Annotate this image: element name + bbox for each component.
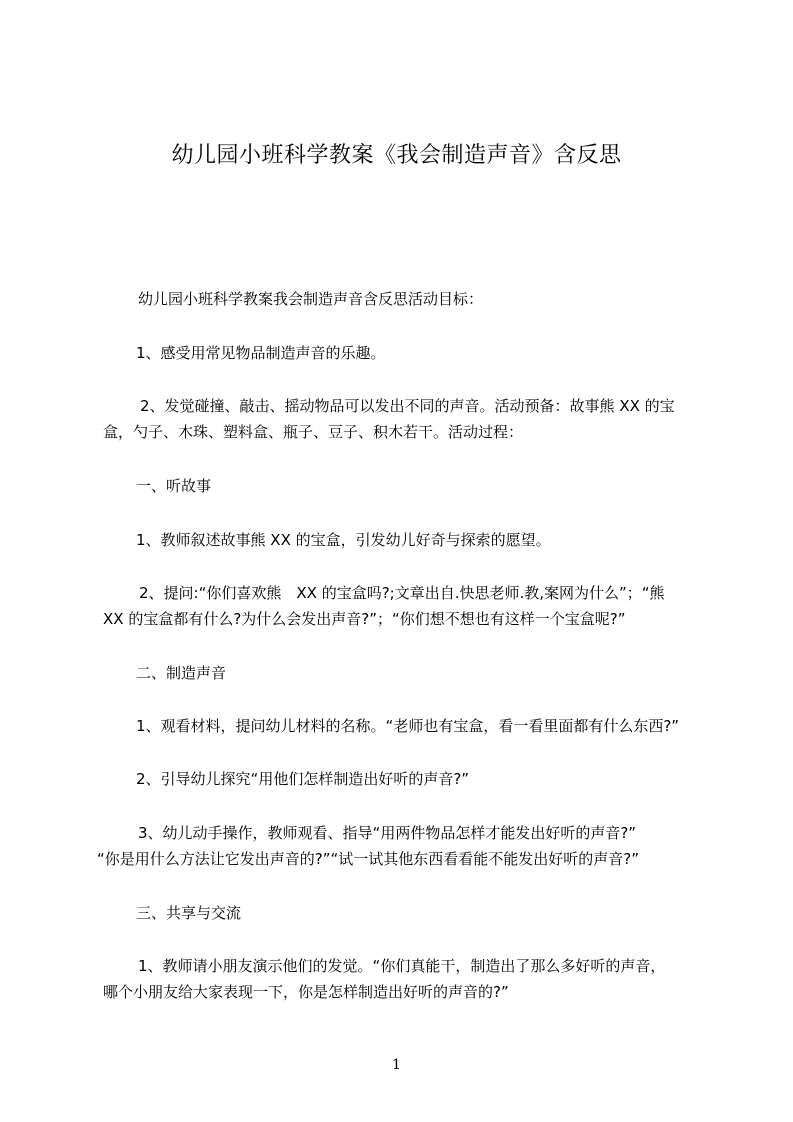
paragraph-line: 1、感受用常见物品制造声音的乐趣。 xyxy=(136,344,386,362)
paragraph-objective-2 xyxy=(103,393,703,445)
paragraph-line: 2、发觉碰撞、敲击、摇动物品可以发出不同的声音。活动预备：故事熊 XX 的宝 xyxy=(140,397,675,415)
document-title: 幼儿园小班科学教案《我会制造声音》含反思 xyxy=(171,143,622,168)
section-heading-share xyxy=(136,900,736,926)
paragraph-line: 盒，勺子、木珠、塑料盒、瓶子、豆子、积木若干。活动过程： xyxy=(103,423,524,441)
paragraph-line: 一、听故事 xyxy=(136,477,212,495)
paragraph-line: 哪个小朋友给大家表现一下，你是怎样制造出好听的声音的?” xyxy=(103,983,509,1001)
paragraph-story-2 xyxy=(103,580,703,632)
page-number: 1 xyxy=(392,1057,401,1073)
paragraph-line: “你是用什么方法让它发出声音的?”“试一试其他东西看看能不能发出好听的声音?” xyxy=(97,850,640,868)
paragraph-sound-3 xyxy=(97,820,697,872)
paragraph-line: 2、引导幼儿探究“用他们怎样制造出好听的声音?” xyxy=(136,770,470,788)
paragraph-line: 1、教师请小朋友演示他们的发觉。“你们真能干，制造出了那么多好听的声音， xyxy=(138,957,666,975)
paragraph-sound-1 xyxy=(136,713,736,739)
section-heading-listen-story xyxy=(136,473,736,499)
paragraph-line: 1、教师叙述故事熊 XX 的宝盒，引发幼儿好奇与探索的愿望。 xyxy=(136,531,551,549)
paragraph-line: XX 的宝盒都有什么?为什么会发出声音?”；“你们想不想也有这样一个宝盒呢?” xyxy=(103,610,626,628)
paragraph-story-1 xyxy=(136,527,736,553)
paragraph-line: 3、幼儿动手操作，教师观看、指导“用两件物品怎样才能发出好听的声音?” xyxy=(138,824,637,842)
paragraph-objective-1 xyxy=(136,340,736,366)
paragraph-line: 二、制造声音 xyxy=(136,664,227,682)
paragraph-objectives-intro xyxy=(138,286,738,312)
paragraph-line: 幼儿园小班科学教案我会制造声音含反思活动目标： xyxy=(138,290,484,308)
paragraph-share-1 xyxy=(103,953,703,1005)
paragraph-line: 2、提问:“你们喜欢熊 XX 的宝盒吗?;文章出自.快思老师.教,案网为什么”；“熊 xyxy=(139,584,665,602)
paragraph-line: 三、共享与交流 xyxy=(136,904,242,922)
section-heading-make-sound xyxy=(136,660,736,686)
paragraph-line: 1、观看材料，提问幼儿材料的名称。“老师也有宝盒，看一看里面都有什么东西?” xyxy=(136,717,680,735)
paragraph-sound-2 xyxy=(136,766,736,792)
